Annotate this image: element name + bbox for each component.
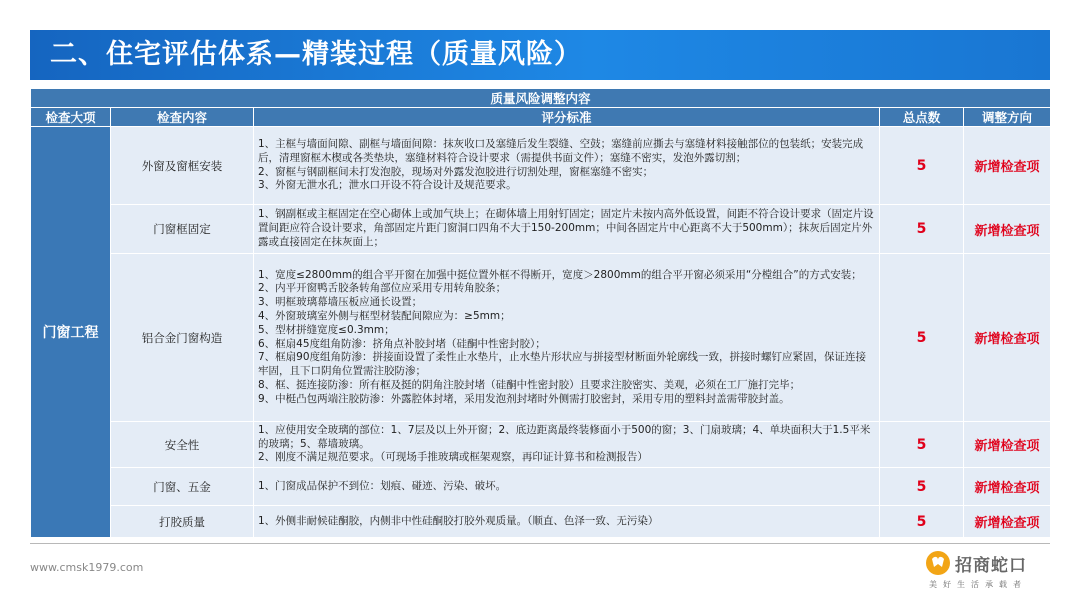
- criteria-line: 1、主框与墙面间隙、副框与墙面间隙：抹灰收口及塞缝后发生裂缝、空鼓；塞缝前应撕去与塞缝材料接触部位的包装纸；安装完成后，清理窗框木楔或各类垫块，塞缝材料符合设计要求（需提供书面文件）；塞缝不密实，发泡外露切割；: [258, 137, 864, 164]
- score-cell: 5: [880, 127, 964, 205]
- criteria-line: 2、刚度不满足规范要求。（可现场手推玻璃或框架观察，再印证计算书和检测报告）: [258, 451, 648, 464]
- criteria-line: 3、明框玻璃幕墙压板应通长设置；: [258, 296, 423, 309]
- table-caption: 质量风险调整内容: [31, 89, 1051, 108]
- check-item: 铝合金门窗构造: [111, 254, 254, 422]
- criteria-cell: [254, 205, 880, 254]
- direction-cell: 新增检查项: [964, 127, 1051, 205]
- criteria-line: 1、外侧非耐候硅酮胶，内侧非中性硅酮胶打胶外观质量。（顺直、色泽一致、无污染）: [258, 514, 659, 527]
- header-score: 总点数: [880, 108, 964, 127]
- footer-divider: [30, 543, 1050, 544]
- direction-cell: 新增检查项: [964, 422, 1051, 468]
- cmsk-logo-icon: [925, 550, 951, 576]
- check-item: 安全性: [111, 422, 254, 468]
- check-item: 打胶质量: [111, 506, 254, 538]
- criteria-line: 9、中梃凸包两端注胶防渗：外露腔体封堵，采用发泡剂封堵时外侧需打胶密封，采用专用的塑料封盖需带胶封盖。: [258, 392, 790, 405]
- table-row: [31, 254, 1051, 422]
- logo-name: 招商蛇口: [955, 556, 1027, 576]
- check-item: 外窗及窗框安装: [111, 127, 254, 205]
- criteria-line: 1、宽度≤2800mm的组合平开窗在加强中挺位置外框不得断开，宽度＞2800mm的组合平开窗必须采用“分樘组合”的方式安装；: [258, 268, 862, 281]
- score-cell: 5: [880, 205, 964, 254]
- criteria-cell: [254, 127, 880, 205]
- website-url: www.cmsk1979.com: [30, 561, 144, 574]
- table-row: [31, 468, 1051, 506]
- category-cell: 门窗工程: [31, 127, 111, 538]
- score-cell: 5: [880, 254, 964, 422]
- check-item: 门窗、五金: [111, 468, 254, 506]
- header-item: 检查内容: [111, 108, 254, 127]
- score-cell: 5: [880, 468, 964, 506]
- criteria-line: 6、框扇45度组角防渗：挤角点补胶封堵（硅酮中性密封胶）；: [258, 337, 546, 350]
- direction-cell: 新增检查项: [964, 468, 1051, 506]
- header-criteria: 评分标准: [254, 108, 880, 127]
- criteria-line: 2、内平开窗鸭舌胶条转角部位应采用专用转角胶条；: [258, 282, 507, 295]
- criteria-cell: [254, 506, 880, 538]
- table-row: [31, 127, 1051, 205]
- score-cell: 5: [880, 422, 964, 468]
- table-row: [31, 506, 1051, 538]
- direction-cell: 新增检查项: [964, 506, 1051, 538]
- score-cell: 5: [880, 506, 964, 538]
- criteria-line: 8、框、挺连接防渗：所有框及挺的阴角注胶封堵（硅酮中性密封胶）且要求注胶密实、美观，必须在工厂施打完毕；: [258, 378, 801, 391]
- criteria-line: 5、型材拼缝宽度≤0.3mm；: [258, 323, 395, 336]
- page-title: 二、住宅评估体系—精装过程（质量风险）: [30, 30, 1050, 80]
- criteria-line: 1、门窗成品保护不到位：划痕、碰迹、污染、破坏。: [258, 479, 507, 492]
- criteria-line: 7、框扇90度组角防渗：拼接面设置了柔性止水垫片，止水垫片形状应与拼接型材断面外轮廓线一致，拼接时螺钉应紧固，保证连接牢固，且下口阴角位置需注胶防渗；: [258, 351, 867, 378]
- table-row: [31, 205, 1051, 254]
- check-item: 门窗框固定: [111, 205, 254, 254]
- criteria-cell: [254, 468, 880, 506]
- direction-cell: 新增检查项: [964, 205, 1051, 254]
- criteria-line: 1、钢副框或主框固定在空心砌体上或加气块上；在砌体墙上用射钉固定；固定片未按内高外低设置，间距不符合设计要求（固定片设置间距应符合设计要求，角部固定片距门窗洞口四角不大于150-200mm；中间各固定片中心距离不大于500mm）；抹灰后固定片外露或直接固定在抹灰面上；: [258, 208, 874, 248]
- criteria-cell: [254, 422, 880, 468]
- quality-risk-table: [30, 88, 1051, 538]
- table-row: [31, 422, 1051, 468]
- criteria-line: 1、应使用安全玻璃的部位：1、7层及以上外开窗；2、底边距离最终装修面小于500的窗；3、门扇玻璃；4、单块面积大于1.5平米的玻璃；5、幕墙玻璃。: [258, 423, 871, 450]
- criteria-line: 3、外窗无泄水孔；泄水口开设不符合设计及规范要求。: [258, 179, 517, 192]
- criteria-cell: [254, 254, 880, 422]
- criteria-line: 4、外窗玻璃室外侧与框型材装配间隙应为：≥5mm；: [258, 309, 511, 322]
- direction-cell: 新增检查项: [964, 254, 1051, 422]
- company-logo: [925, 548, 1045, 596]
- criteria-line: 2、窗框与钢副框间未打发泡胶，现场对外露发泡胶进行切割处理，窗框塞缝不密实；: [258, 165, 654, 178]
- logo-slogan: 美好生活承载者: [929, 580, 1027, 589]
- header-category: 检查大项: [31, 108, 111, 127]
- header-direction: 调整方向: [964, 108, 1051, 127]
